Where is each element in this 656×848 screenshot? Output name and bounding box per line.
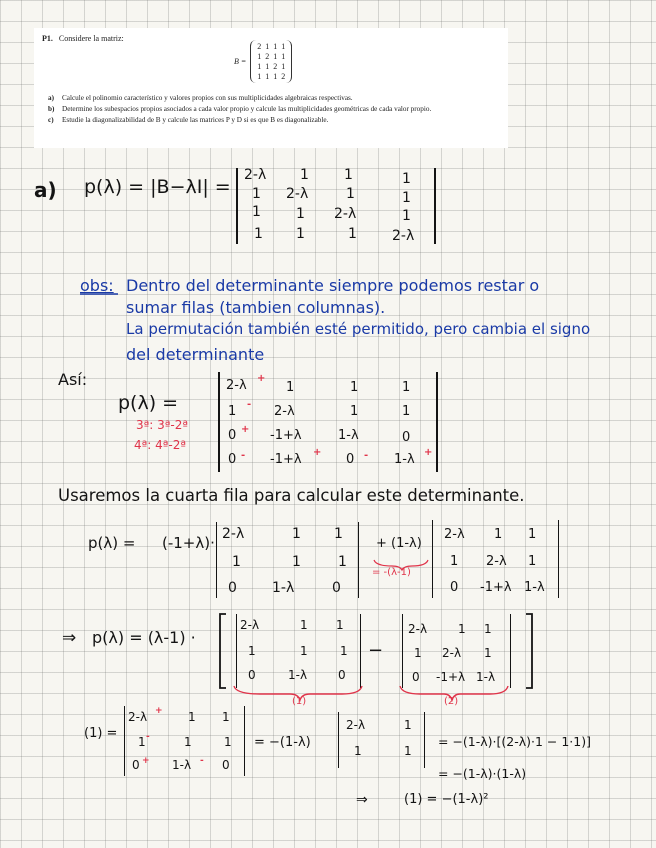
det4-cell: 1-λ bbox=[524, 580, 545, 595]
det1-cell: 2-λ bbox=[244, 167, 267, 183]
det5-cell: 1-λ bbox=[288, 668, 308, 682]
cofactor-coefficient: (-1+λ)· bbox=[162, 534, 215, 552]
det6-cell: 1 bbox=[484, 622, 492, 636]
cofactor-coefficient: + (1-λ) bbox=[376, 536, 422, 551]
det2-cell: -1+λ bbox=[270, 428, 302, 443]
minor-coefficient: = −(1-λ) bbox=[254, 735, 311, 750]
item-text: Estudie la diagonalizabilidad de B y calcule las matrices P y D si es que B es diagonalizable. bbox=[62, 116, 329, 124]
underbrace-1 bbox=[234, 686, 362, 700]
det7-cell: 1-λ bbox=[172, 758, 192, 772]
det4-cell: 2-λ bbox=[444, 527, 465, 542]
sign-mark: + bbox=[313, 447, 322, 458]
brace-label: (1) bbox=[292, 696, 307, 707]
det5-cell: 1 bbox=[248, 644, 256, 658]
det1-cell: 2-λ bbox=[334, 206, 357, 222]
det6-cell: -1+λ bbox=[436, 670, 466, 684]
det6-cell: 0 bbox=[412, 670, 420, 684]
det1-cell: 1 bbox=[300, 167, 309, 183]
p-lambda-expand: p(λ) = bbox=[88, 534, 136, 552]
sign-mark: - bbox=[364, 450, 369, 461]
matrix-cell: 1 bbox=[257, 72, 262, 81]
det2-cell: 2-λ bbox=[274, 404, 295, 419]
det6-cell: 1 bbox=[414, 646, 422, 660]
sign-mark: - bbox=[247, 399, 252, 410]
matrix-cell: 1 bbox=[281, 42, 286, 51]
det1-cell: 1 bbox=[296, 226, 305, 242]
open-bracket bbox=[220, 614, 226, 688]
coefficient-brace bbox=[374, 560, 428, 570]
sign-mark-minus: - bbox=[200, 756, 204, 766]
coefficient-note: = -(λ-1) bbox=[372, 567, 411, 578]
det4-cell: 1 bbox=[450, 554, 459, 569]
det1-cell: 1 bbox=[254, 226, 263, 242]
sign-mark: - bbox=[241, 450, 246, 461]
det3-cell: 1 bbox=[334, 526, 343, 542]
det3-cell: 1 bbox=[292, 526, 301, 542]
det3-cell: 1-λ bbox=[272, 580, 295, 596]
det1-cell: 1 bbox=[252, 186, 261, 202]
det7-cell: 1 bbox=[188, 710, 196, 724]
det5-cell: 1 bbox=[300, 644, 308, 658]
det7-cell: 1 bbox=[224, 735, 232, 749]
det3-cell: 1 bbox=[338, 554, 347, 570]
matrix-cell: 1 bbox=[265, 72, 270, 81]
obs-line: La permutación también esté permitido, pero cambia el signo bbox=[126, 320, 591, 338]
det7-cell: 1 bbox=[138, 735, 146, 749]
det2-cell: 0 bbox=[402, 430, 411, 445]
det2-cell: 1 bbox=[402, 380, 411, 395]
problem-number: P1. bbox=[42, 34, 53, 43]
det8-cell: 2-λ bbox=[346, 718, 366, 732]
det1-cell: 1 bbox=[346, 186, 355, 202]
det3-cell: 1 bbox=[292, 554, 301, 570]
underbrace-2 bbox=[400, 686, 508, 700]
det7-cell: 0 bbox=[132, 758, 140, 772]
cuarta-fila-sentence: Usaremos la cuarta fila para calcular este determinante. bbox=[58, 486, 525, 505]
matrix-cell: 1 bbox=[273, 72, 278, 81]
det3-cell: 1 bbox=[232, 554, 241, 570]
det6-cell: 1 bbox=[484, 646, 492, 660]
det1-cell: 1 bbox=[296, 206, 305, 222]
row-op: 3ª: 3ª-2ª bbox=[136, 418, 189, 432]
det4-cell: -1+λ bbox=[480, 580, 512, 595]
det1-cell: 1 bbox=[402, 208, 411, 224]
det4-cell: 0 bbox=[450, 580, 459, 595]
det2-cell: 0 bbox=[228, 428, 237, 443]
close-bracket bbox=[526, 614, 532, 688]
det7-cell: 2-λ bbox=[128, 710, 148, 724]
det6-cell: 1-λ bbox=[476, 670, 496, 684]
det7-cell: 0 bbox=[222, 758, 230, 772]
det2-cell: 1-λ bbox=[394, 452, 415, 467]
det7-cell: 1 bbox=[184, 735, 192, 749]
det2-cell: 1 bbox=[286, 380, 295, 395]
matrix-label: B = bbox=[234, 57, 247, 66]
matrix-cell: 1 bbox=[281, 62, 286, 71]
matrix-cell: 2 bbox=[281, 72, 286, 81]
det5-cell: 2-λ bbox=[240, 618, 260, 632]
term-one-label: (1) = bbox=[84, 726, 118, 741]
det1-cell: 2-λ bbox=[286, 186, 309, 202]
row-op: 4ª: 4ª-2ª bbox=[134, 438, 187, 452]
matrix-cell: 2 bbox=[257, 42, 262, 51]
char-poly-formula: p(λ) = |B−λI| = bbox=[84, 176, 231, 198]
matrix-cell: 1 bbox=[281, 52, 286, 61]
det1-cell: 1 bbox=[348, 226, 357, 242]
det4-cell: 1 bbox=[494, 527, 503, 542]
det7-cell: 1 bbox=[222, 710, 230, 724]
det2-cell: 1-λ bbox=[338, 428, 359, 443]
det3-cell: 2-λ bbox=[222, 526, 245, 542]
matrix-cell: 2 bbox=[273, 62, 278, 71]
matrix-cell: 1 bbox=[265, 62, 270, 71]
det1-cell: 1 bbox=[402, 190, 411, 206]
det5-cell: 1 bbox=[300, 618, 308, 632]
part-a-label: a) bbox=[34, 178, 57, 202]
item-text: Calcule el polinomio característico y valores propios con sus multiplicidades algebraicas respectivas. bbox=[62, 94, 353, 102]
item-label: b) bbox=[48, 105, 55, 113]
item-text: Determine los subespacios propios asociados a cada valor propio y calcule las multiplicidades geométricas de cada valor propio. bbox=[62, 105, 432, 113]
obs-label: obs: bbox=[80, 276, 114, 295]
problem-intro: Considere la matriz: bbox=[58, 34, 124, 43]
det2-cell: 0 bbox=[228, 452, 237, 467]
p-lambda-eq: p(λ) = bbox=[118, 392, 179, 414]
obs-line: Dentro del determinante siempre podemos restar o bbox=[126, 276, 540, 295]
det8-cell: 1 bbox=[404, 718, 412, 732]
sign-mark: + bbox=[424, 447, 433, 458]
det1-cell: 1 bbox=[344, 167, 353, 183]
matrix-cell: 1 bbox=[257, 62, 262, 71]
det2-cell: -1+λ bbox=[270, 452, 302, 467]
det2-cell: 1 bbox=[228, 404, 237, 419]
sign-mark: + bbox=[257, 373, 266, 384]
det4-cell: 1 bbox=[528, 527, 537, 542]
asi-label: Así: bbox=[58, 370, 88, 389]
matrix-cell: 1 bbox=[257, 52, 262, 61]
det6-cell: 2-λ bbox=[442, 646, 462, 660]
sign-mark: + bbox=[241, 424, 250, 435]
det2-cell: 1 bbox=[402, 404, 411, 419]
sign-mark-plus: + bbox=[155, 706, 163, 716]
matrix-cell: 1 bbox=[273, 52, 278, 61]
det5-cell: 0 bbox=[248, 668, 256, 682]
matrix-cell: 2 bbox=[265, 52, 270, 61]
minus-sign: − bbox=[368, 640, 384, 661]
det5-cell: 0 bbox=[338, 668, 346, 682]
det6-cell: 1 bbox=[458, 622, 466, 636]
det2-cell: 1 bbox=[350, 404, 359, 419]
det4-cell: 1 bbox=[528, 554, 537, 569]
det1-cell: 1 bbox=[402, 171, 411, 187]
sign-mark-minus: - bbox=[146, 732, 150, 742]
det1-cell: 2-λ bbox=[392, 228, 415, 244]
det8-cell: 1 bbox=[404, 744, 412, 758]
p-lambda-factor: p(λ) = (λ-1) · bbox=[92, 628, 196, 647]
expansion-step: = −(1-λ)·[(2-λ)·1 − 1·1)] bbox=[438, 734, 591, 749]
det6-cell: 2-λ bbox=[408, 622, 428, 636]
sign-mark-plus: + bbox=[142, 756, 150, 766]
item-label: a) bbox=[48, 94, 54, 102]
matrix-cell: 1 bbox=[265, 42, 270, 51]
obs-line: del determinante bbox=[126, 345, 265, 364]
implies-arrow: ⇒ bbox=[62, 628, 77, 648]
obs-line: sumar filas (tambien columnas). bbox=[126, 298, 386, 317]
det5-cell: 1 bbox=[340, 644, 348, 658]
final-result: (1) = −(1-λ)² bbox=[404, 792, 489, 807]
det4-cell: 2-λ bbox=[486, 554, 507, 569]
matrix-cell: 1 bbox=[273, 42, 278, 51]
det3-cell: 0 bbox=[228, 580, 237, 596]
det2-cell: 0 bbox=[346, 452, 355, 467]
brace-label: (2) bbox=[444, 696, 459, 707]
item-label: c) bbox=[48, 116, 54, 124]
det1-cell: 1 bbox=[252, 204, 261, 220]
expansion-result: = −(1-λ)·(1-λ) bbox=[438, 766, 527, 781]
det5-cell: 1 bbox=[336, 618, 344, 632]
det2-cell: 2-λ bbox=[226, 378, 247, 393]
det2-cell: 1 bbox=[350, 380, 359, 395]
det3-cell: 0 bbox=[332, 580, 341, 596]
implies-arrow: ⇒ bbox=[356, 792, 368, 808]
det8-cell: 1 bbox=[354, 744, 362, 758]
